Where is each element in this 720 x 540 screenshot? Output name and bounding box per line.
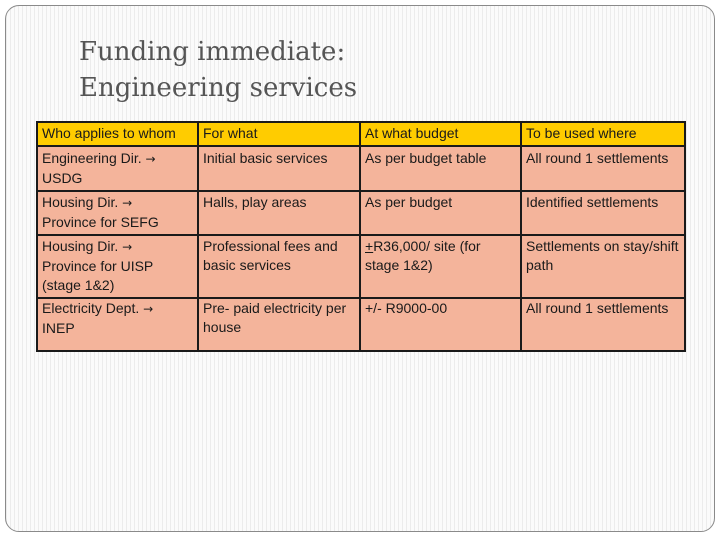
- cell-where: Identified settlements: [521, 191, 685, 235]
- plus-sign: +: [365, 238, 374, 254]
- cell-for-what: Pre- paid electricity per house: [198, 298, 360, 351]
- header-where: To be used where: [521, 122, 685, 146]
- arrow-right-icon: →: [122, 196, 133, 210]
- arrow-right-icon: →: [145, 152, 156, 166]
- cell-who-applies: [37, 191, 198, 235]
- cell-budget: As per budget table: [360, 146, 521, 191]
- header-who-applies: Who applies to whom: [37, 122, 198, 146]
- cell-where: All round 1 settlements: [521, 298, 685, 351]
- arrow-right-icon: →: [143, 302, 154, 316]
- who-program: INEP: [42, 320, 75, 336]
- cell-who-applies: [37, 146, 198, 191]
- cell-where: All round 1 settlements: [521, 146, 685, 191]
- slide-title: [79, 34, 357, 106]
- cell-for-what: Professional fees and basic services: [198, 235, 360, 298]
- table-row: [37, 146, 685, 191]
- cell-budget: [360, 235, 521, 298]
- cell-budget: As per budget: [360, 191, 521, 235]
- cell-budget: +/- R9000-00: [360, 298, 521, 351]
- who-program: Province for UISP (stage 1&2): [42, 258, 154, 293]
- header-budget: At what budget: [360, 122, 521, 146]
- slide-title-line-1: Funding immediate:: [79, 37, 346, 67]
- arrow-right-icon: →: [122, 240, 133, 254]
- cell-who-applies: [37, 235, 198, 298]
- table-row: [37, 191, 685, 235]
- funding-table: [36, 121, 686, 352]
- table-header-row: [37, 122, 685, 146]
- slide-title-line-2: Engineering services: [79, 73, 358, 103]
- table-row: [37, 235, 685, 298]
- table-row: [37, 298, 685, 351]
- who-dept: Electricity Dept.: [42, 300, 140, 316]
- who-dept: Housing Dir.: [42, 194, 119, 210]
- who-program: Province for SEFG: [42, 214, 159, 230]
- header-for-what: For what: [198, 122, 360, 146]
- cell-for-what: Initial basic services: [198, 146, 360, 191]
- budget-value: R36,000/ site (for stage 1&2): [365, 238, 481, 273]
- who-dept: Engineering Dir.: [42, 150, 142, 166]
- cell-who-applies: [37, 298, 198, 351]
- cell-where: Settlements on stay/shift path: [521, 235, 685, 298]
- who-dept: Housing Dir.: [42, 238, 119, 254]
- who-program: USDG: [42, 170, 83, 186]
- cell-for-what: Halls, play areas: [198, 191, 360, 235]
